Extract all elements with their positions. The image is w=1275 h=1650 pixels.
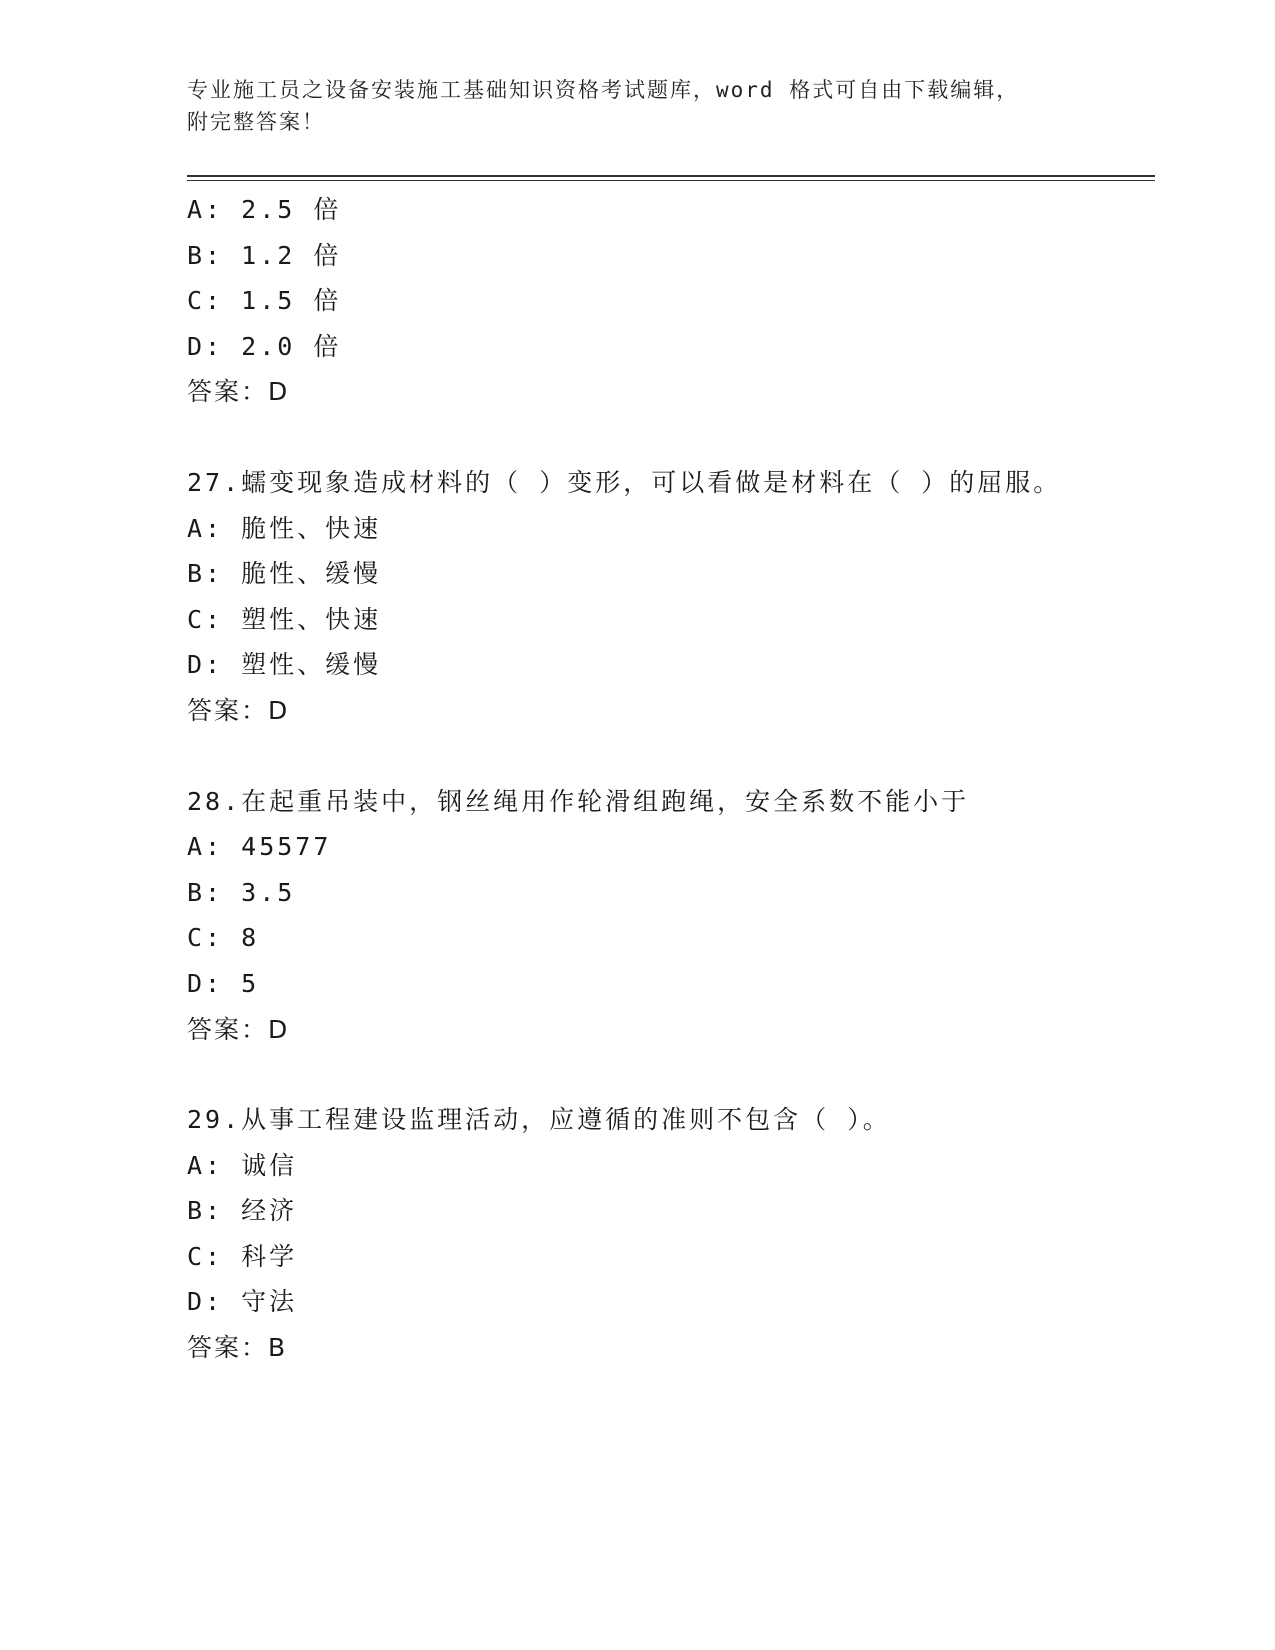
- question-26-block: [187, 187, 1147, 415]
- option-b: B: 脆性、缓慢: [187, 559, 382, 589]
- option-a: A: 诚信: [187, 1150, 298, 1180]
- option-c: C: 1.5 倍: [187, 286, 342, 316]
- question-29-block: [187, 1097, 1147, 1371]
- option-a: A: 45577: [187, 832, 332, 862]
- question-28-block: [187, 779, 1147, 1053]
- question-text: 28.在起重吊装中，钢丝绳用作轮滑组跑绳，安全系数不能小于: [187, 786, 970, 816]
- header-divider-bottom: [187, 180, 1155, 181]
- answer-line: 答案：D: [187, 1014, 290, 1044]
- option-a: A: 2.5 倍: [187, 195, 342, 224]
- question-text: 27.蠕变现象造成材料的（ ）变形，可以看做是材料在（ ）的屈服。: [187, 467, 1062, 497]
- option-c: C: 8: [187, 923, 260, 953]
- document-header: [187, 74, 1087, 138]
- question-27-block: [187, 460, 1147, 734]
- option-d: D: 5: [187, 968, 260, 998]
- spacer: [187, 1052, 1147, 1097]
- option-a: A: 脆性、快速: [187, 513, 382, 543]
- option-d: D: 塑性、缓慢: [187, 650, 382, 680]
- option-c: C: 科学: [187, 1241, 298, 1271]
- answer-line: 答案：B: [187, 1333, 288, 1363]
- option-b: B: 1.2 倍: [187, 240, 342, 270]
- option-d: D: 2.0 倍: [187, 331, 342, 361]
- spacer: [187, 415, 1147, 460]
- question-text: 29.从事工程建设监理活动，应遵循的准则不包含（ ）。: [187, 1105, 891, 1135]
- answer-line: 答案：D: [187, 695, 290, 725]
- header-line-2: 附完整答案！: [187, 110, 325, 134]
- option-c: C: 塑性、快速: [187, 604, 382, 634]
- option-d: D: 守法: [187, 1287, 298, 1317]
- question-list: [187, 187, 1147, 1371]
- answer-line: 答案：D: [187, 377, 290, 407]
- header-divider-top: [187, 175, 1155, 177]
- header-line-1: 专业施工员之设备安装施工基础知识资格考试题库，word 格式可自由下载编辑，: [187, 78, 1020, 102]
- spacer: [187, 734, 1147, 779]
- option-b: B: 经济: [187, 1196, 298, 1226]
- option-b: B: 3.5: [187, 877, 296, 907]
